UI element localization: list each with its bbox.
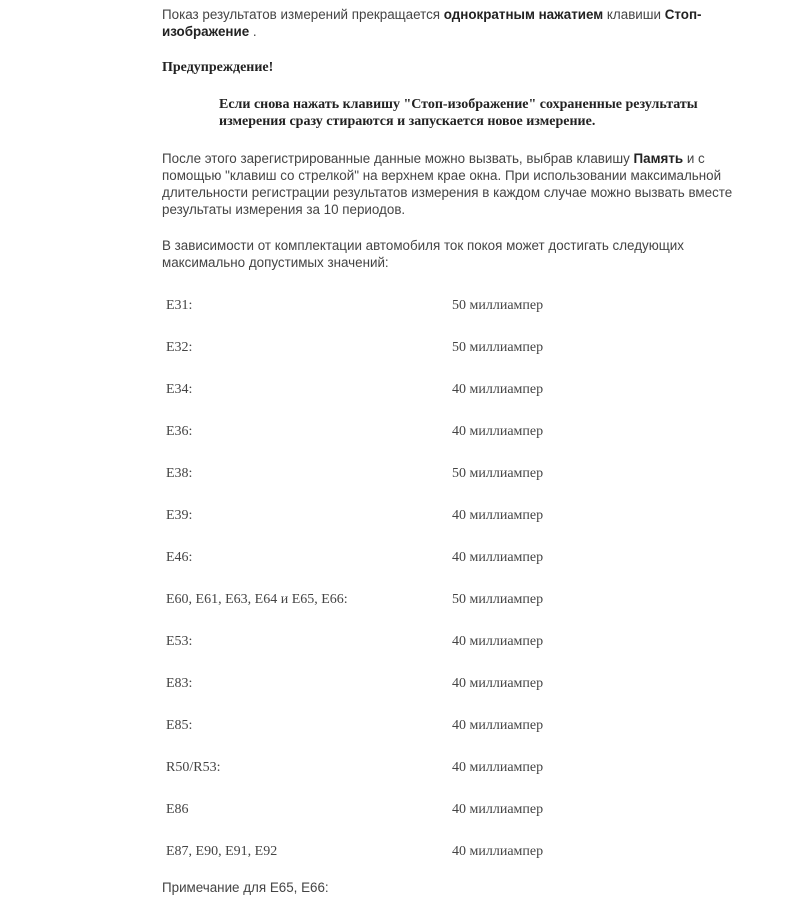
- current-value-cell: 50 миллиампер: [452, 298, 544, 313]
- current-value-cell: 40 миллиампер: [452, 424, 544, 439]
- model-cell: E36:: [166, 424, 193, 439]
- table-row: [166, 744, 652, 786]
- table-row: [166, 660, 652, 702]
- current-value-cell: 40 миллиампер: [452, 676, 544, 691]
- current-value-cell: 40 миллиампер: [452, 508, 544, 523]
- table-row: [166, 702, 652, 744]
- intro-text-2: клавиши: [603, 7, 665, 22]
- current-value-cell: 40 миллиампер: [452, 802, 544, 817]
- model-cell: E34:: [166, 382, 193, 397]
- intro-bold-1: однократным нажатием: [443, 7, 604, 22]
- memory-text-2: и с помощью "клавиш со стрелкой" на верхнем крае окна. При использовании максимальной длительности регистрации результатов измерения в каждом случае можно вызвать вместе результаты измерения за 10 периодов.: [162, 151, 733, 217]
- intro-paragraph: [162, 6, 742, 40]
- current-value-cell: 40 миллиампер: [452, 760, 544, 775]
- current-value-cell: 40 миллиампер: [452, 382, 544, 397]
- model-cell: E60, E61, E63, E64 и E65, E66:: [166, 592, 348, 607]
- table-row: [166, 576, 652, 618]
- model-cell: E39:: [166, 508, 193, 523]
- warning-title: Предупреждение!: [162, 60, 274, 75]
- memory-bold: Память: [633, 151, 684, 166]
- warning-text: Если снова нажать клавишу "Стоп-изображение" сохраненные результаты измерения сразу стираются и запускается новое измерение.: [219, 97, 698, 129]
- model-cell: R50/R53:: [166, 760, 221, 775]
- table-row: [166, 534, 652, 576]
- table-row: [166, 618, 652, 660]
- current-value-cell: 40 миллиампер: [452, 634, 544, 649]
- current-value-cell: 40 миллиампер: [452, 718, 544, 733]
- table-row: [166, 282, 652, 324]
- memory-paragraph: [162, 150, 742, 218]
- model-cell: E31:: [166, 298, 193, 313]
- intro-text-3: .: [249, 24, 257, 39]
- intro-text-1: Показ результатов измерений прекращается: [162, 7, 444, 22]
- intro-bold-2: Стоп-изображение: [162, 7, 702, 39]
- current-value-cell: 50 миллиампер: [452, 592, 544, 607]
- current-limits-table: [166, 282, 652, 870]
- model-cell: E83:: [166, 676, 193, 691]
- model-cell: E87, E90, E91, E92: [166, 844, 278, 859]
- note-heading: Примечание для E65, E66:: [162, 880, 329, 895]
- model-cell: E38:: [166, 466, 193, 481]
- current-value-cell: 40 миллиампер: [452, 550, 544, 565]
- model-cell: E46:: [166, 550, 193, 565]
- current-value-cell: 50 миллиампер: [452, 466, 544, 481]
- current-value-cell: 40 миллиампер: [452, 844, 544, 859]
- limits-paragraph: В зависимости от комплектации автомобиля ток покоя может достигать следующих максимально допустимых значений:: [162, 238, 684, 270]
- memory-text-1: После этого зарегистрированные данные можно вызвать, выбрав клавишу: [162, 151, 634, 166]
- table-row: [166, 828, 652, 870]
- table-row: [166, 450, 652, 492]
- model-cell: E53:: [166, 634, 193, 649]
- table-row: [166, 324, 652, 366]
- table-row: [166, 492, 652, 534]
- table-row: [166, 786, 652, 828]
- table-row: [166, 408, 652, 450]
- model-cell: E32:: [166, 340, 193, 355]
- document-body: [162, 6, 742, 896]
- current-value-cell: 50 миллиампер: [452, 340, 544, 355]
- model-cell: E86: [166, 802, 189, 817]
- table-row: [166, 366, 652, 408]
- model-cell: E85:: [166, 718, 193, 733]
